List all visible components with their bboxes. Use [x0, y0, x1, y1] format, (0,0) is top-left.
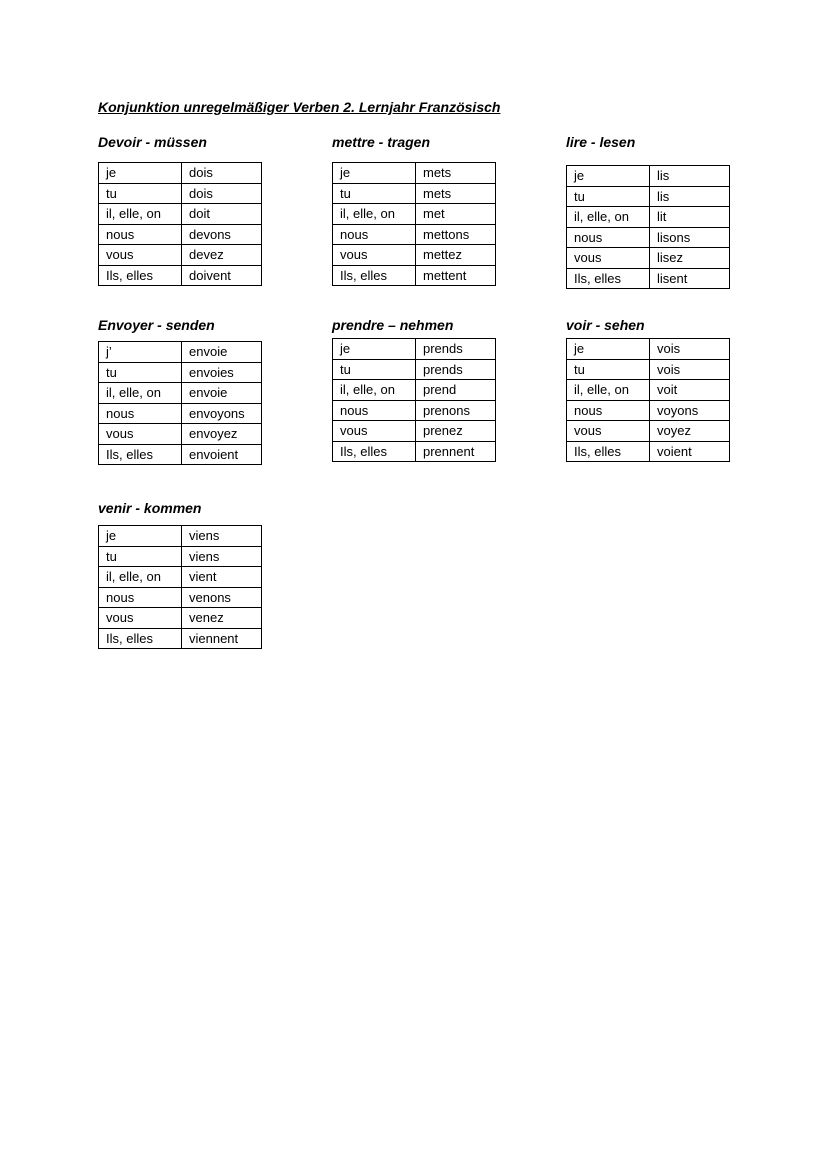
- table-row: [333, 163, 496, 184]
- table-row: [99, 526, 262, 547]
- verb-title: prendre – nehmen: [332, 317, 454, 333]
- verb-title: Devoir - müssen: [98, 134, 207, 150]
- table-row: [333, 441, 496, 462]
- conjugation-table: [98, 162, 262, 286]
- verb-form-cell: viens: [182, 546, 262, 567]
- pronoun-cell: Ils, elles: [99, 444, 182, 465]
- verb-form-cell: voyons: [650, 400, 730, 421]
- table-row: [99, 424, 262, 445]
- verb-form-cell: prennent: [416, 441, 496, 462]
- verb-form-cell: devez: [182, 245, 262, 266]
- table-row: [333, 421, 496, 442]
- verb-block-3: [566, 133, 732, 289]
- pronoun-cell: Ils, elles: [333, 441, 416, 462]
- pronoun-cell: Ils, elles: [567, 268, 650, 289]
- table-row: [99, 224, 262, 245]
- table-row: [333, 183, 496, 204]
- table-row: [333, 245, 496, 266]
- pronoun-cell: vous: [333, 421, 416, 442]
- pronoun-cell: il, elle, on: [99, 204, 182, 225]
- pronoun-cell: nous: [99, 224, 182, 245]
- verb-form-cell: envoient: [182, 444, 262, 465]
- conjugation-table: [332, 162, 496, 286]
- table-row: [567, 441, 730, 462]
- verb-form-cell: lis: [650, 166, 730, 187]
- verb-form-cell: vois: [650, 359, 730, 380]
- pronoun-cell: je: [567, 166, 650, 187]
- verb-title: venir - kommen: [98, 500, 202, 516]
- verb-form-cell: venons: [182, 587, 262, 608]
- pronoun-cell: je: [333, 339, 416, 360]
- table-row: [99, 444, 262, 465]
- pronoun-cell: tu: [99, 183, 182, 204]
- verb-form-cell: doit: [182, 204, 262, 225]
- table-row: [99, 204, 262, 225]
- conjugation-table-body: [333, 339, 496, 462]
- table-row: [567, 248, 730, 269]
- table-row: [333, 265, 496, 286]
- pronoun-cell: nous: [567, 400, 650, 421]
- verb-form-cell: prenons: [416, 400, 496, 421]
- verb-form-cell: mets: [416, 183, 496, 204]
- verb-form-cell: vois: [650, 339, 730, 360]
- verb-form-cell: voyez: [650, 421, 730, 442]
- pronoun-cell: tu: [99, 546, 182, 567]
- table-row: [333, 204, 496, 225]
- verb-form-cell: lisez: [650, 248, 730, 269]
- conjugation-table: [566, 165, 730, 289]
- verb-form-cell: viennent: [182, 628, 262, 649]
- table-row: [567, 186, 730, 207]
- pronoun-cell: vous: [567, 248, 650, 269]
- table-row: [99, 628, 262, 649]
- table-row: [99, 265, 262, 286]
- table-row: [99, 403, 262, 424]
- verb-form-cell: met: [416, 204, 496, 225]
- conjugation-table-body: [99, 342, 262, 465]
- pronoun-cell: tu: [567, 186, 650, 207]
- verb-block-4: [98, 316, 264, 465]
- pronoun-cell: vous: [567, 421, 650, 442]
- verb-form-cell: dois: [182, 183, 262, 204]
- verb-title: lire - lesen: [566, 134, 636, 150]
- verb-form-cell: mettons: [416, 224, 496, 245]
- verb-block-2: [332, 133, 498, 286]
- pronoun-cell: Ils, elles: [333, 265, 416, 286]
- pronoun-cell: je: [99, 526, 182, 547]
- table-row: [99, 183, 262, 204]
- pronoun-cell: Ils, elles: [99, 628, 182, 649]
- pronoun-cell: vous: [333, 245, 416, 266]
- pronoun-cell: il, elle, on: [99, 567, 182, 588]
- conjugation-table-body: [333, 163, 496, 286]
- pronoun-cell: je: [333, 163, 416, 184]
- table-row: [567, 339, 730, 360]
- verb-form-cell: prenez: [416, 421, 496, 442]
- pronoun-cell: tu: [99, 362, 182, 383]
- verb-form-cell: envoyez: [182, 424, 262, 445]
- conjugation-table: [332, 338, 496, 462]
- conjugation-table-body: [567, 166, 730, 289]
- pronoun-cell: tu: [333, 359, 416, 380]
- verb-form-cell: mets: [416, 163, 496, 184]
- verb-form-cell: viens: [182, 526, 262, 547]
- verb-block-5: [332, 316, 498, 462]
- table-row: [99, 546, 262, 567]
- table-row: [333, 224, 496, 245]
- verb-form-cell: envoies: [182, 362, 262, 383]
- verb-form-cell: prend: [416, 380, 496, 401]
- verb-form-cell: lit: [650, 207, 730, 228]
- conjugation-table-body: [99, 526, 262, 649]
- pronoun-cell: tu: [567, 359, 650, 380]
- verb-title: mettre - tragen: [332, 134, 431, 150]
- page-title: Konjunktion unregelmäßiger Verben 2. Lernjahr Französisch: [98, 99, 501, 115]
- pronoun-cell: tu: [333, 183, 416, 204]
- table-row: [333, 359, 496, 380]
- pronoun-cell: nous: [99, 403, 182, 424]
- table-row: [99, 608, 262, 629]
- pronoun-cell: Ils, elles: [567, 441, 650, 462]
- verb-form-cell: envoyons: [182, 403, 262, 424]
- table-row: [333, 380, 496, 401]
- conjugation-table-body: [567, 339, 730, 462]
- verb-form-cell: doivent: [182, 265, 262, 286]
- verb-form-cell: mettez: [416, 245, 496, 266]
- conjugation-table: [98, 341, 262, 465]
- verb-block-1: [98, 133, 264, 286]
- verb-form-cell: envoie: [182, 383, 262, 404]
- pronoun-cell: j’: [99, 342, 182, 363]
- verb-form-cell: voient: [650, 441, 730, 462]
- table-row: [567, 359, 730, 380]
- table-row: [567, 227, 730, 248]
- verb-form-cell: lis: [650, 186, 730, 207]
- pronoun-cell: il, elle, on: [567, 207, 650, 228]
- table-row: [99, 245, 262, 266]
- verb-form-cell: mettent: [416, 265, 496, 286]
- conjugation-table-body: [99, 163, 262, 286]
- conjugation-table: [566, 338, 730, 462]
- table-row: [333, 339, 496, 360]
- table-row: [567, 421, 730, 442]
- pronoun-cell: Ils, elles: [99, 265, 182, 286]
- pronoun-cell: il, elle, on: [333, 380, 416, 401]
- table-row: [99, 342, 262, 363]
- verb-title: Envoyer - senden: [98, 317, 215, 333]
- pronoun-cell: nous: [333, 400, 416, 421]
- verb-block-7: [98, 499, 264, 649]
- verb-block-6: [566, 316, 732, 462]
- verb-form-cell: devons: [182, 224, 262, 245]
- pronoun-cell: je: [99, 163, 182, 184]
- table-row: [567, 207, 730, 228]
- verb-form-cell: voit: [650, 380, 730, 401]
- table-row: [99, 163, 262, 184]
- pronoun-cell: vous: [99, 608, 182, 629]
- table-row: [99, 587, 262, 608]
- table-row: [99, 567, 262, 588]
- table-row: [333, 400, 496, 421]
- table-row: [99, 383, 262, 404]
- conjugation-table: [98, 525, 262, 649]
- table-row: [99, 362, 262, 383]
- table-row: [567, 380, 730, 401]
- pronoun-cell: vous: [99, 245, 182, 266]
- verb-form-cell: prends: [416, 359, 496, 380]
- verb-title: voir - sehen: [566, 317, 645, 333]
- pronoun-cell: vous: [99, 424, 182, 445]
- verb-form-cell: venez: [182, 608, 262, 629]
- verb-form-cell: envoie: [182, 342, 262, 363]
- verb-form-cell: lisent: [650, 268, 730, 289]
- verb-form-cell: vient: [182, 567, 262, 588]
- pronoun-cell: je: [567, 339, 650, 360]
- pronoun-cell: nous: [99, 587, 182, 608]
- pronoun-cell: nous: [333, 224, 416, 245]
- pronoun-cell: il, elle, on: [333, 204, 416, 225]
- verb-form-cell: lisons: [650, 227, 730, 248]
- pronoun-cell: il, elle, on: [567, 380, 650, 401]
- verb-form-cell: prends: [416, 339, 496, 360]
- pronoun-cell: nous: [567, 227, 650, 248]
- table-row: [567, 268, 730, 289]
- pronoun-cell: il, elle, on: [99, 383, 182, 404]
- verb-form-cell: dois: [182, 163, 262, 184]
- table-row: [567, 166, 730, 187]
- table-row: [567, 400, 730, 421]
